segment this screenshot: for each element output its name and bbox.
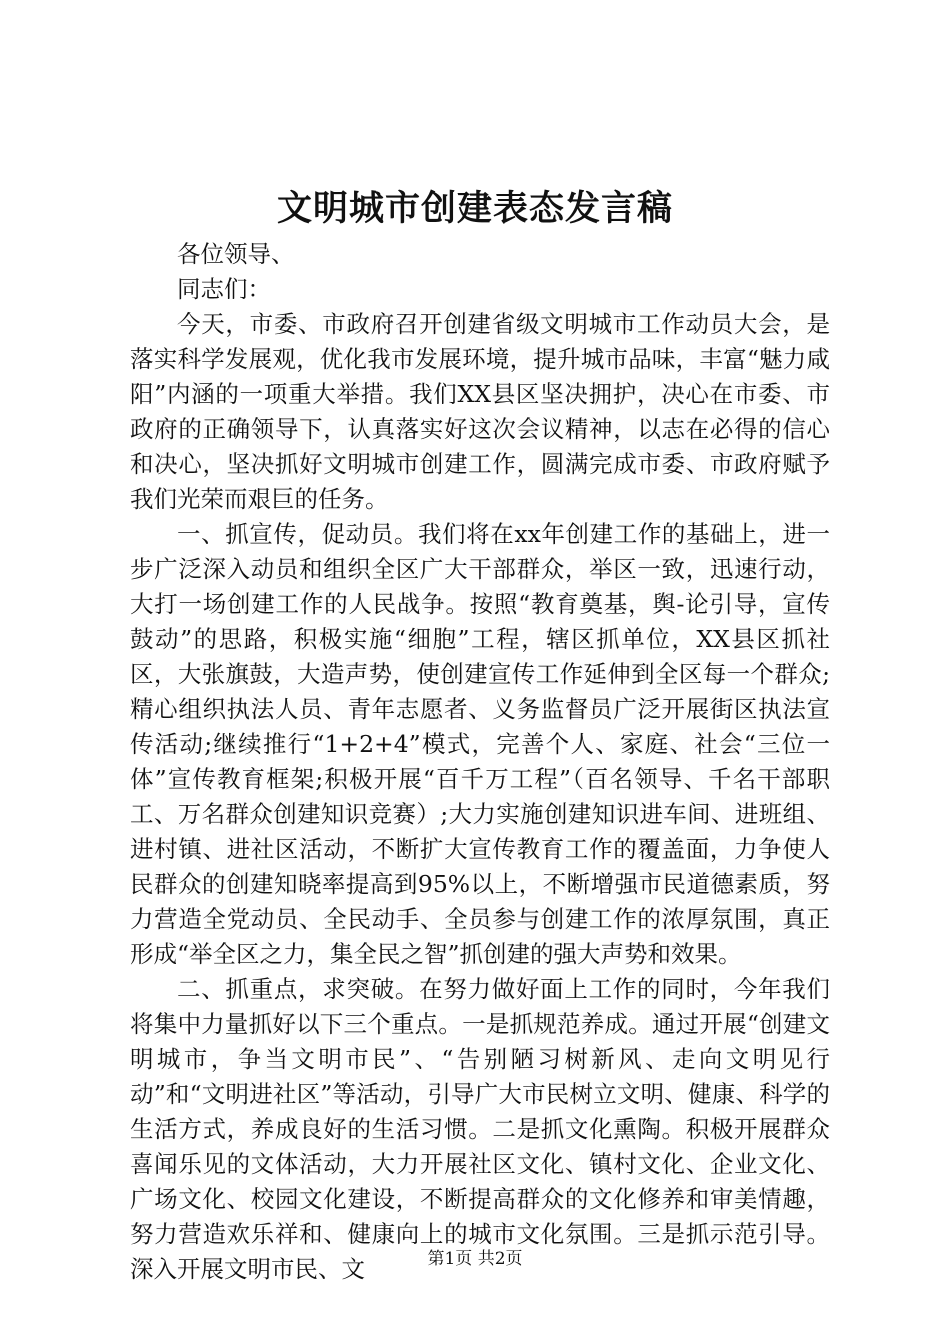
paragraph-intro: 今天，市委、市政府召开创建省级文明城市工作动员大会，是落实科学发展观，优化我市发展环境，提升城市品味，丰富“魅力咸阳”内涵的一项重大举措。我们XX县区坚决拥护，决心在市委、市政府的正确领导下，认真落实好这次会议精神，以志在必得的信心和决心，坚决抓好文明城市创建工作，圆满完成市委、市政府赋予我们光荣而艰巨的任务。 [130, 310, 830, 513]
document-body [130, 237, 830, 1287]
paragraph-key-points: 二、抓重点，求突破。在努力做好面上工作的同时，今年我们将集中力量抓好以下三个重点。一是抓规范养成。通过开展“创建文明城市，争当文明市民”、“告别陋习树新风、走向文明见行动”和“文明进社区”等活动，引导广大市民树立文明、健康、科学的生活方式，养成良好的生活习惯。二是抓文化熏陶。积极开展群众喜闻乐见的文体活动，大力开展社区文化、镇村文化、企业文化、广场文化、校园文化建设，不断提高群众的文化修养和审美情趣，努力营造欢乐祥和、健康向上的城市文化氛围。三是抓示范引导。深入开展文明市民、文 [130, 975, 830, 1283]
document-title: 文明城市创建表态发言稿 [276, 188, 673, 229]
salutation-leaders: 各位领导、 [177, 240, 295, 268]
page-indicator: 第1页 共2页 [427, 1249, 523, 1269]
paragraph-publicity: 一、抓宣传，促动员。我们将在xx年创建工作的基础上，进一步广泛深入动员和组织全区广大干部群众，举区一致，迅速行动，大打一场创建工作的人民战争。按照“教育奠基，舆-论引导，宣传鼓动”的思路，积极实施“细胞”工程，辖区抓单位，XX县区抓社区，大张旗鼓，大造声势，使创建宣传工作延伸到全区每一个群众;精心组织执法人员、青年志愿者、义务监督员广泛开展街区执法宣传活动;继续推行“1+2+4”模式，完善个人、家庭、社会“三位一体”宣传教育框架;积极开展“百千万工程”（百名领导、千名干部职工、万名群众创建知识竞赛）;大力实施创建知识进车间、进班组、进村镇、进社区活动，不断扩大宣传教育工作的覆盖面，力争使人民群众的创建知晓率提高到95%以上，不断增强市民道德素质，努力营造全党动员、全民动手、全员参与创建工作的浓厚氛围，真正形成“举全区之力，集全民之智”抓创建的强大声势和效果。 [130, 520, 830, 968]
salutation-comrades: 同志们： [177, 275, 271, 303]
